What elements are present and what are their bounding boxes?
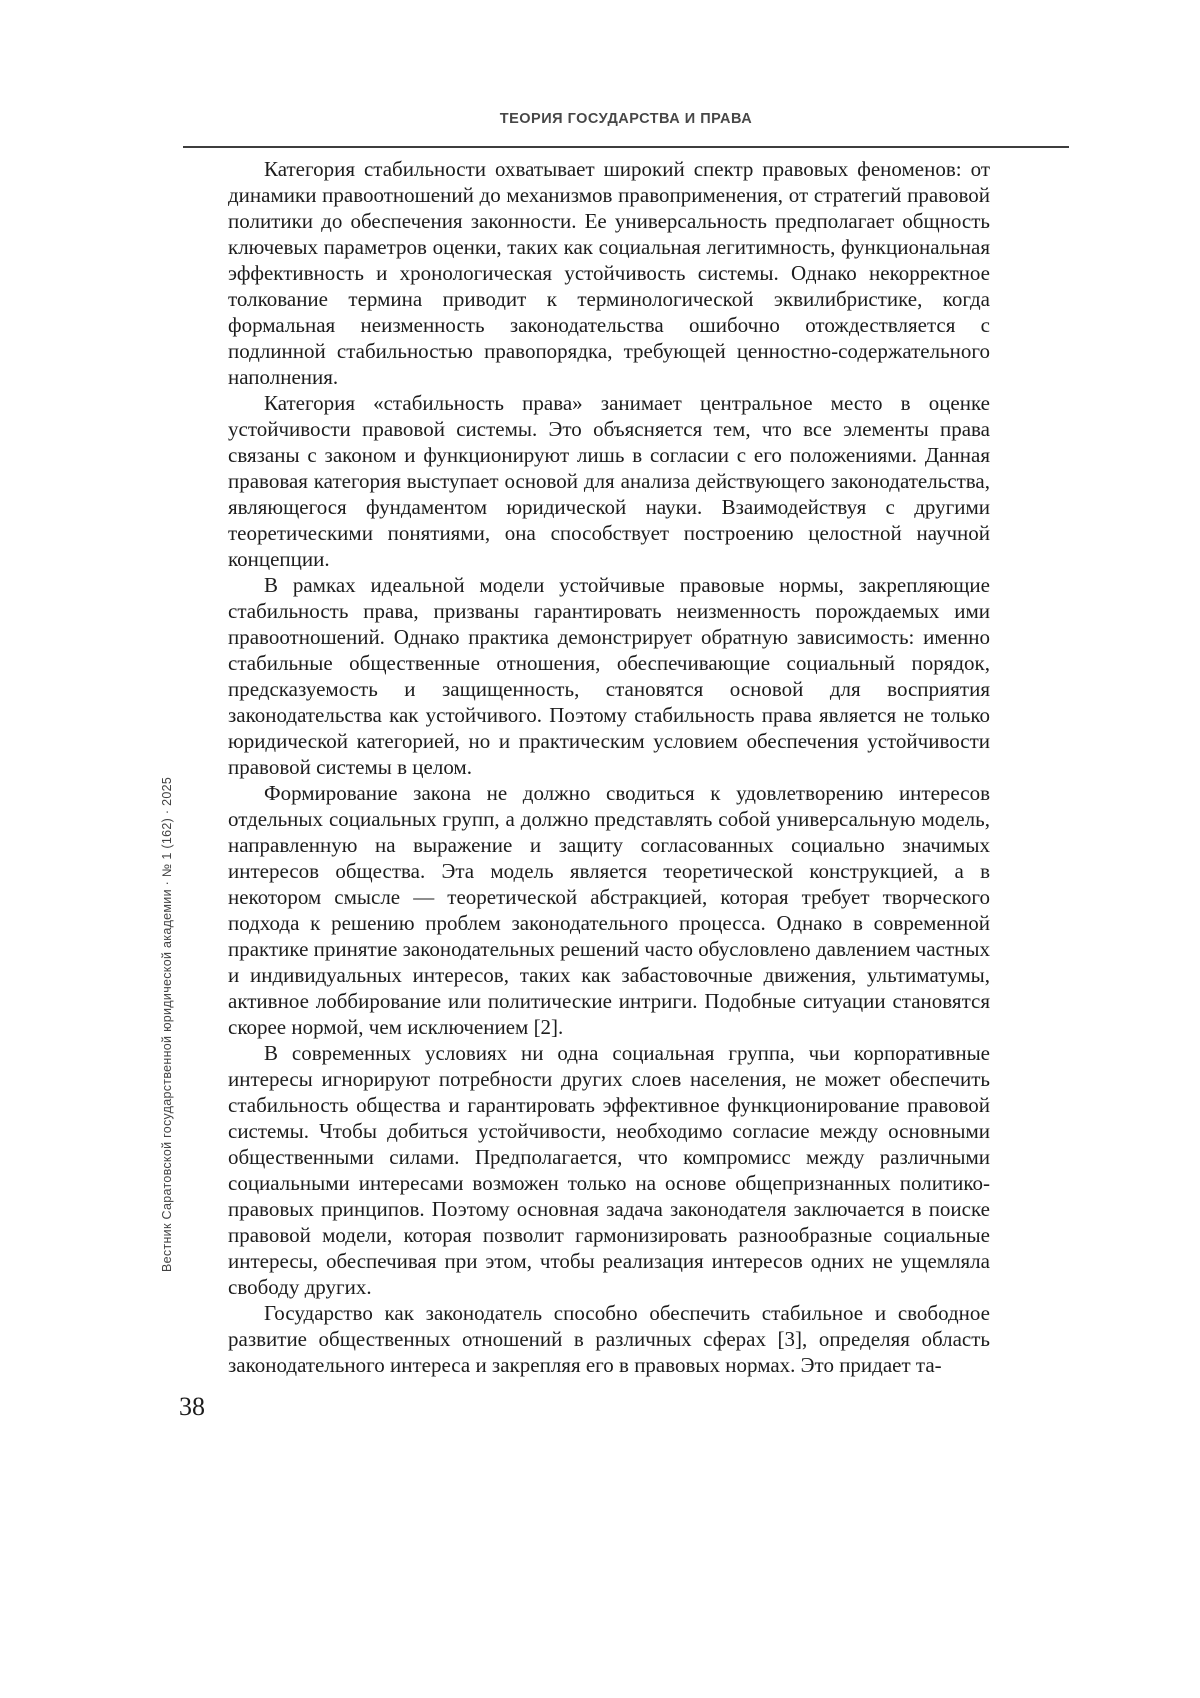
page-number: 38 (179, 1392, 205, 1421)
paragraph-4: Формирование закона не должно сводиться к удовлетворению интересов отдельных социальных групп, а должно представлять собой универсальную модель, направленную на выражение и защиту согласованных социально значимых интересов общества. Эта модель является теоретической конструкцией, а в некотором смысле — теоретической абстракцией, которая требует творческого подхода к решению проблем законодательного процесса. Однако в современной практике принятие законодательных решений часто обусловлено давлением частных и индивидуальных интересов, таких как забастовочные движения, ультиматумы, активное лоббирование или политические интриги. Подобные ситуации становятся скорее нормой, чем исключением [2]. (228, 781, 990, 1039)
header-rule (183, 146, 1069, 148)
paragraph-1: Категория стабильности охватывает широкий спектр правовых феноменов: от динамики правоотношений до механизмов правоприменения, от стратегий правовой политики до обеспечения законности. Ее универсальность предполагает общность ключевых параметров оценки, таких как социальная легитимность, функциональная эффективность и хронологическая устойчивость системы. Однако некорректное толкование термина приводит к терминологической эквилибристике, когда формальная неизменность законодательства ошибочно отождествляется с подлинной стабильностью правопорядка, требующей ценностно-содержательного наполнения. (228, 157, 990, 389)
paragraph-6: Государство как законодатель способно обеспечить стабильное и свободное развитие общественных отношений в различных сферах [3], определяя область законодательного интереса и закрепляя его в правовых нормах. Это придает та- (228, 1301, 990, 1377)
article-body (228, 156, 990, 1378)
paragraph-3: В рамках идеальной модели устойчивые правовые нормы, закрепляющие стабильность права, призваны гарантировать неизменность порождаемых ими правоотношений. Однако практика демонстрирует обратную зависимость: именно стабильные общественные отношения, обеспечивающие социальный порядок, предсказуемость и защищенность, становятся основой для восприятия законодательства как устойчивого. Поэтому стабильность права является не только юридической категорией, но и практическим условием обеспечения устойчивости правовой системы в целом. (228, 573, 990, 779)
journal-imprint-vertical: Вестник Саратовской государственной юридической академии · № 1 (162) · 2025 (160, 776, 174, 1272)
paragraph-5: В современных условиях ни одна социальная группа, чьи корпоративные интересы игнорируют потребности других слоев населения, не может обеспечить стабильность общества и гарантировать эффективное функционирование правовой системы. Чтобы добиться устойчивости, необходимо согласие между основными общественными силами. Предполагается, что компромисс между различными социальными интересами возможен только на основе общепризнанных политико-правовых принципов. Поэтому основная задача законодателя заключается в поиске правовой модели, которая позволит гармонизировать разнообразные социальные интересы, обеспечивая при этом, чтобы реализация интересов одних не ущемляла свободу других. (228, 1041, 990, 1299)
paragraph-2: Категория «стабильность права» занимает центральное место в оценке устойчивости правовой системы. Это объясняется тем, что все элементы права связаны с законом и функционируют лишь в согласии с его положениями. Данная правовая категория выступает основой для анализа действующего законодательства, являющегося фундаментом юридической науки. Взаимодействуя с другими теоретическими понятиями, она способствует построению целостной научной концепции. (228, 391, 990, 571)
section-heading: ТЕОРИЯ ГОСУДАРСТВА И ПРАВА (499, 111, 753, 127)
